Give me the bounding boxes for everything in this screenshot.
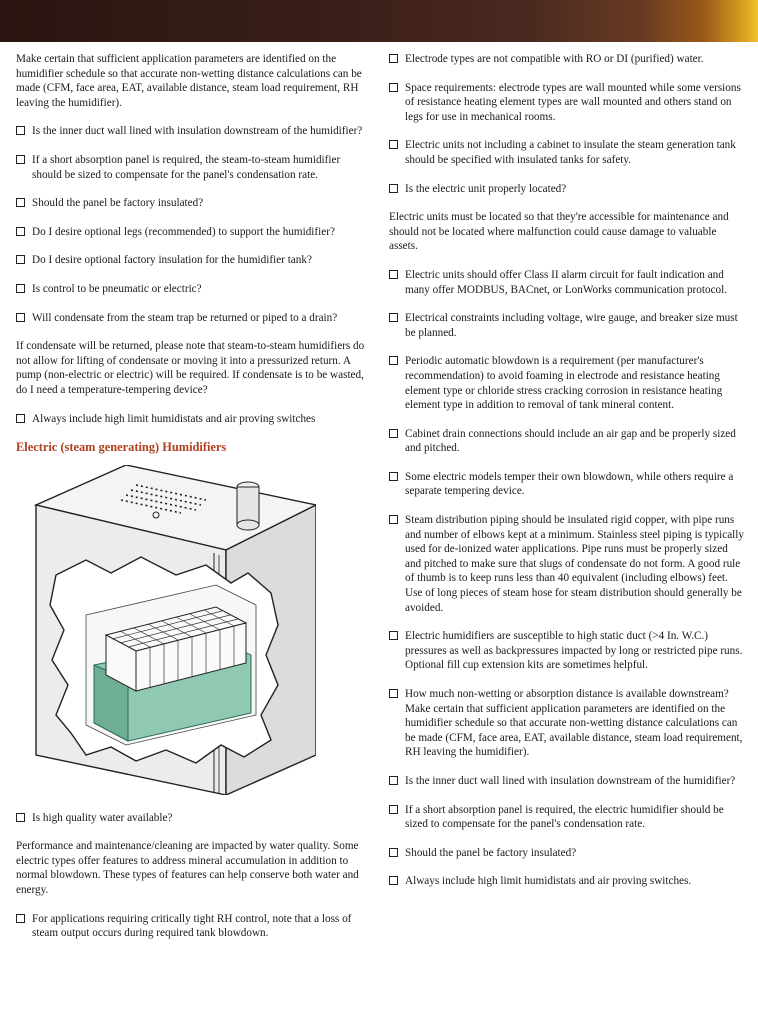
checkbox-icon xyxy=(389,805,398,814)
checklist-item: Is control to be pneumatic or electric? xyxy=(16,282,372,297)
water-quality-paragraph: Performance and maintenance/cleaning are impacted by water quality. Some electric types offer features to address mineral accumulation in addition to normal blowdown. These types of features can help conserve both water and energy. xyxy=(16,840,359,897)
checklist-item: Steam distribution piping should be insulated rigid copper, with pipe runs and number of elbows kept at a minimum. Stainless steel piping is typically used for de-ionized water applications. Pipe runs must be properly sized and pitched to make sure that slugs of condensate do not form. A good rule of thumb is to keep runs less than 40 equivalent (including elbows) feet. Use of long pieces of steam hose for steam distribution should generally be avoided. xyxy=(389,513,745,615)
checkbox-icon xyxy=(16,155,25,164)
checklist-item: Electrical constraints including voltage, wire gauge, and breaker size must be planned. xyxy=(389,311,745,340)
checkbox-icon xyxy=(389,776,398,785)
checklist-item: Should the panel be factory insulated? xyxy=(16,196,372,211)
checkbox-icon xyxy=(389,140,398,149)
checkbox-icon xyxy=(16,313,25,322)
checkbox-icon xyxy=(389,848,398,857)
checkbox-icon xyxy=(389,689,398,698)
checklist-item: Do I desire optional legs (recommended) to support the humidifier? xyxy=(16,225,372,240)
right-column xyxy=(389,52,745,903)
checkbox-icon xyxy=(389,356,398,365)
checklist-item: Electric units not including a cabinet to insulate the steam generation tank should be specified with insulated tanks for safety. xyxy=(389,138,745,167)
checkbox-icon xyxy=(389,472,398,481)
intro-paragraph: Make certain that sufficient application parameters are identified on the humidifier schedule so that accurate non-wetting distance calculations can be made (CFM, face area, EAT, available distance, steam load requirement, RH leaving the humidifier). xyxy=(16,53,362,109)
checkbox-icon xyxy=(389,876,398,885)
location-paragraph: Electric units must be located so that they're accessible for maintenance and should not be located where malfunction could cause damage to valuable assets. xyxy=(389,211,729,253)
checklist-item: Cabinet drain connections should include an air gap and be properly sized and pitched. xyxy=(389,427,745,456)
checklist-item: Should the panel be factory insulated? xyxy=(389,846,745,861)
checkbox-icon xyxy=(389,429,398,438)
checkbox-icon xyxy=(16,914,25,923)
checkbox-icon xyxy=(389,270,398,279)
left-column xyxy=(16,52,372,955)
checkbox-icon xyxy=(16,813,25,822)
checklist-item: Electric humidifiers are susceptible to high static duct (>4 In. W.C.) pressures as well as backpressures impacted by long or restricted pipe runs. Optional fill cup extension kits are sometimes helpful. xyxy=(389,629,745,673)
checklist-item: Always include high limit humidistats and air proving switches. xyxy=(389,874,745,889)
checklist-item: Is high quality water available? xyxy=(16,811,372,826)
checklist-item: Electrode types are not compatible with RO or DI (purified) water. xyxy=(389,52,745,67)
checklist-item: Periodic automatic blowdown is a requirement (per manufacturer's recommendation) to avoid foaming in electrode and resistance heating element type or chloride stress cracking corrosion in resistance heating element type in addition to removal of tank mineral content. xyxy=(389,354,745,412)
checkbox-icon xyxy=(16,284,25,293)
checkbox-icon xyxy=(389,313,398,322)
checkbox-icon xyxy=(16,414,25,423)
checklist-item: Space requirements: electrode types are wall mounted while some versions of resistance heating element types are wall mounted and others stand on legs for use in mechanical rooms. xyxy=(389,81,745,125)
checklist-item: If a short absorption panel is required, the steam-to-steam humidifier should be sized to compensate for the panel's condensation rate. xyxy=(16,153,372,182)
humidifier-cutaway-illustration xyxy=(16,465,316,795)
checkbox-icon xyxy=(389,54,398,63)
checklist-item: Is the electric unit properly located? xyxy=(389,182,745,197)
checklist-item: Always include high limit humidistats and air proving switches xyxy=(16,412,372,427)
checkbox-icon xyxy=(16,126,25,135)
checkbox-icon xyxy=(389,631,398,640)
checkbox-icon xyxy=(16,227,25,236)
checkbox-icon xyxy=(16,255,25,264)
section-heading: Electric (steam generating) Humidifiers xyxy=(16,440,227,455)
checklist-item: Do I desire optional factory insulation for the humidifier tank? xyxy=(16,253,372,268)
checklist-item: Electric units should offer Class II alarm circuit for fault indication and many offer MODBUS, BACnet, or LonWorks communication protocol. xyxy=(389,268,745,297)
checklist-item: Is the inner duct wall lined with insulation downstream of the humidifier? xyxy=(389,774,745,789)
checklist-item: How much non-wetting or absorption distance is available downstream? Make certain that sufficient application parameters are identified on the humidifier schedule so that accurate non-wetting distance calculations can be made (CFM, face area, EAT, available distance, steam load requirement, RH leaving the humidifier). xyxy=(389,687,745,760)
header-band xyxy=(0,0,758,42)
condensate-paragraph: If condensate will be returned, please note that steam-to-steam humidifiers do not allow for lifting of condensate or moving it into a pressurized return. A pump (non-electric or electric) will be required. If condensate is to be wasted, do I need a temperature-tempering device? xyxy=(16,340,365,396)
checkbox-icon xyxy=(16,198,25,207)
checkbox-icon xyxy=(389,184,398,193)
checklist-item: If a short absorption panel is required, the electric humidifier should be sized to compensate for the panel's condensation rate. xyxy=(389,803,745,832)
checklist-item: Will condensate from the steam trap be returned or piped to a drain? xyxy=(16,311,372,326)
checklist-item: For applications requiring critically tight RH control, note that a loss of steam output occurs during required tank blowdown. xyxy=(16,912,372,941)
checklist-item: Is the inner duct wall lined with insulation downstream of the humidifier? xyxy=(16,124,372,139)
checkbox-icon xyxy=(389,515,398,524)
checklist-item: Some electric models temper their own blowdown, while others require a separate tempering device. xyxy=(389,470,745,499)
checkbox-icon xyxy=(389,83,398,92)
